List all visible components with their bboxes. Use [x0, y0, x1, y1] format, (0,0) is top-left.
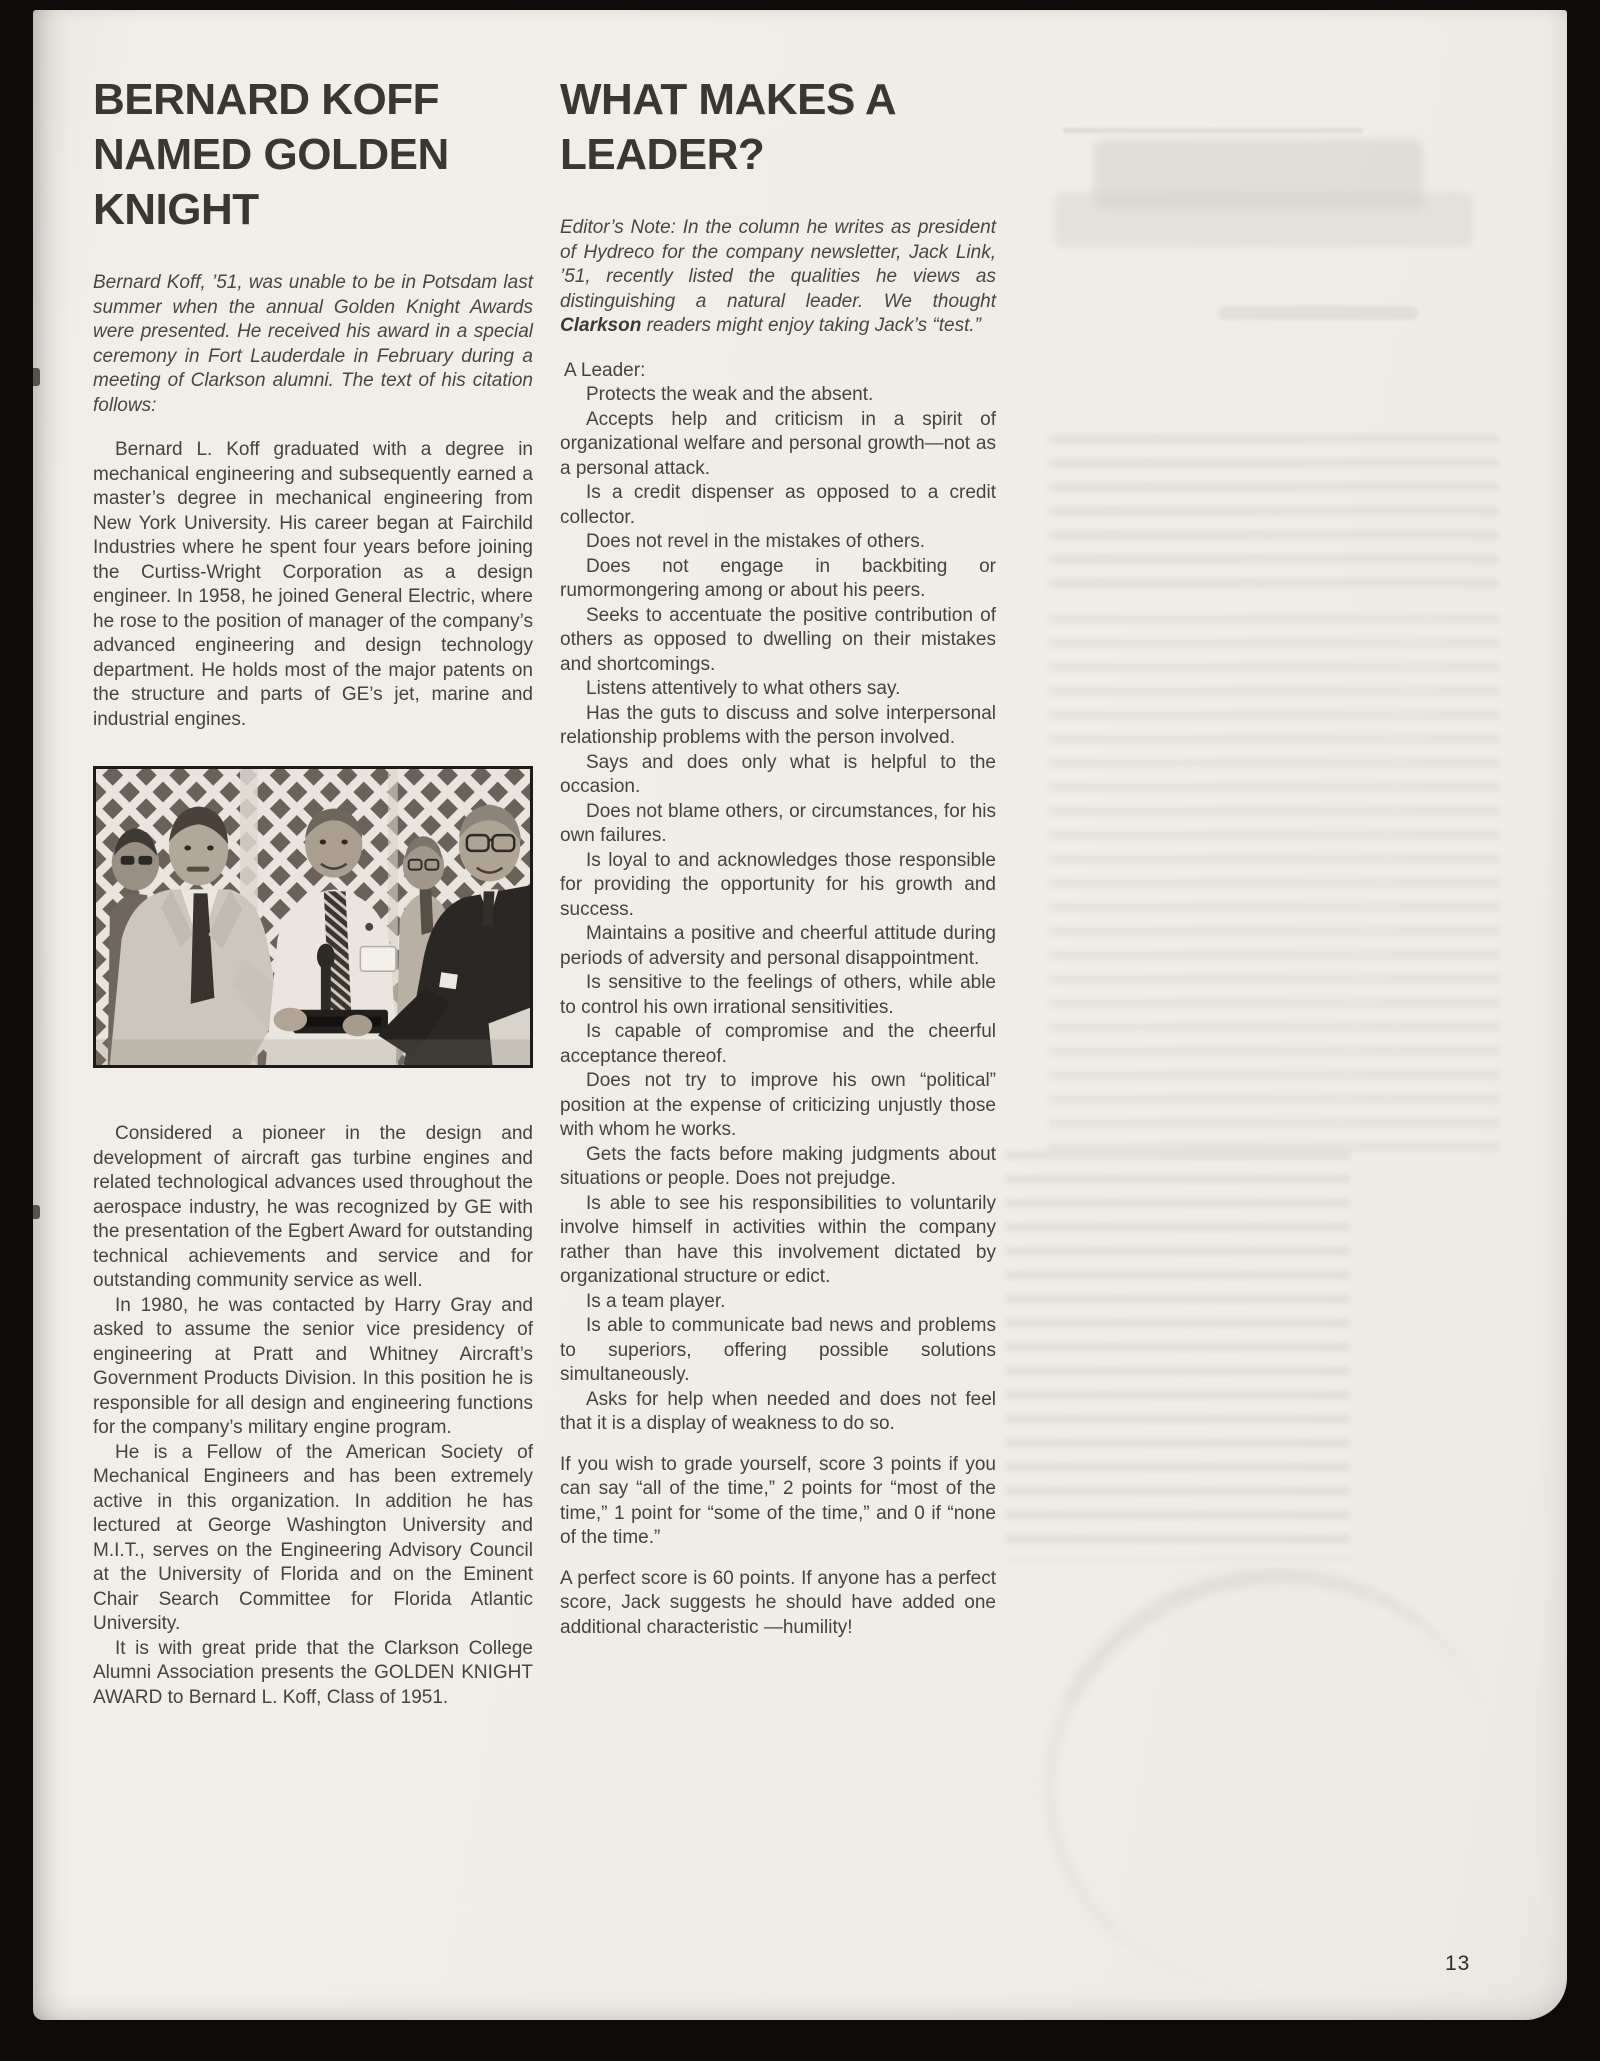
article-bernard-koff: [93, 72, 533, 1710]
body-paragraph: In 1980, he was contacted by Harry Gray and asked to assume the senior vice presidency of engineering at Pratt and Whitney Aircraft’s Government Products Division. In this position he is responsible for all design and engineering functions for the company’s military engine program.: [93, 1294, 533, 1438]
leader-quality: Is a team player.: [586, 1290, 726, 1312]
leader-quality: Does not revel in the mistakes of others.: [586, 531, 925, 552]
leader-quality: Does not engage in backbiting or rumormongering among or about his peers.: [560, 555, 996, 601]
binding-mark: [33, 1205, 40, 1219]
title-line: BERNARD KOFF: [93, 75, 439, 124]
title-line: WHAT MAKES A: [560, 75, 897, 124]
editors-note-clarkson: Clarkson: [560, 315, 642, 336]
leader-quality: Does not blame others, or circumstances, for his own failures.: [560, 800, 996, 846]
closing-paragraph: A perfect score is 60 points. If anyone has a perfect score, Jack suggests he should have added one additional characteristic —humility!: [560, 1567, 996, 1638]
bleed-through-byline: [1218, 306, 1418, 320]
leader-quality: Does not try to improve his own “political” position at the expense of criticizing unjustly those with whom he works.: [560, 1070, 996, 1140]
binding-mark: [33, 368, 40, 386]
award-photo: [93, 766, 533, 1068]
leader-quality: Is a credit dispenser as opposed to a credit collector.: [560, 482, 996, 528]
editors-note-text: readers might enjoy taking Jack’s “test.”: [641, 315, 981, 336]
body-paragraph: It is with great pride that the Clarkson College Alumni Association presents the GOLDEN KNIGHT AWARD to Bernard L. Koff, Class of 1951.: [93, 1637, 533, 1708]
page-number: 13: [1445, 1952, 1471, 1975]
article-title-bernard-koff: [93, 72, 533, 237]
article-body-paragraphs: [93, 1122, 533, 1710]
article-what-makes-a-leader: [560, 72, 996, 1640]
editors-note-text: Editor’s Note: In the column he writes as president of Hydreco for the company newsletter, Jack Link, ’51, recently listed the qualities he views as distinguishing a natural leader. We thought: [560, 217, 996, 312]
leader-quality: Is sensitive to the feelings of others, while able to control his own irrational sensitivities.: [560, 972, 996, 1018]
leader-quality: Has the guts to discuss and solve interpersonal relationship problems with the person involved.: [560, 702, 996, 748]
leader-quality: Is capable of compromise and the cheerful acceptance thereof.: [560, 1021, 996, 1067]
intro-paragraph: Bernard L. Koff graduated with a degree in mechanical engineering and subsequently earned a master’s degree in mechanical engineering from New York University. His career began at Fairchild Industries where he spent four years before joining the Curtiss-Wright Corporation as a design engineer. In 1958, he joined General Electric, where he rose to the position of manager of the company’s advanced engineering and design technology department. He holds most of the major patents on the structure and parts of GE’s jet, marine and industrial engines.: [93, 439, 533, 730]
page: [33, 10, 1567, 2020]
bleed-through-rule: [1063, 128, 1363, 133]
leader-qualities-list: [560, 383, 996, 1437]
leader-quality: Seeks to accentuate the positive contribution of others as opposed to dwelling on their mistakes and shortcomings.: [560, 604, 996, 675]
title-line: KNIGHT: [93, 185, 259, 234]
leader-quality: Says and does only what is helpful to the occasion.: [560, 751, 996, 797]
bleed-through-headline: [1033, 122, 1503, 272]
leader-quality: Asks for help when needed and does not feel that it is a display of weakness to do so.: [560, 1388, 996, 1434]
scoring-paragraph: If you wish to grade yourself, score 3 points if you can say “all of the time,” 2 points for “most of the time,” 1 point for “some of the time,” and 0 if “none of the time.”: [560, 1453, 996, 1548]
leader-quality: Accepts help and criticism in a spirit of organizational welfare and personal growth—not as a personal attack.: [560, 408, 996, 479]
bleed-through-image: [999, 1522, 1536, 2020]
bleed-through-text: [1048, 614, 1500, 1154]
article-title-leader: [560, 72, 996, 182]
leader-quality: Is able to see his responsibilities to voluntarily involve himself in activities within the company rather than have this involvement dictated by organizational structure or edict.: [560, 1192, 996, 1287]
bleed-through-text: [1005, 1150, 1350, 1560]
body-paragraph: He is a Fellow of the American Society of Mechanical Engineers and has been extremely active in this organization. In addition he has lectured at George Washington University and M.I.T., serves on the Engineering Advisory Council at the University of Florida and on the Eminent Chair Search Committee for Florida Atlantic University.: [93, 1441, 533, 1634]
leader-quality: Listens attentively to what others say.: [586, 678, 901, 699]
editors-note: [560, 216, 996, 339]
bleed-through-text: [1048, 434, 1498, 590]
leader-quality: Gets the facts before making judgments about situations or people. Does not prejudge.: [560, 1143, 996, 1189]
body-paragraph: Considered a pioneer in the design and development of aircraft gas turbine engines and related technological advances used throughout the aerospace industry, he was recognized by GE with the presentation of the Egbert Award for outstanding technical achievements and service and for outstanding community service as well.: [93, 1123, 533, 1291]
article-lede: Bernard Koff, ’51, was unable to be in Potsdam last summer when the annual Golden Knight Awards were presented. He received his award in a special ceremony in Fort Lauderdale in February during a meeting of Clarkson alumni. The text of his citation follows:: [93, 272, 533, 416]
leader-quality: Is able to communicate bad news and problems to superiors, offering possible solutions simultaneously.: [560, 1315, 996, 1385]
leader-list-label: A Leader:: [564, 359, 646, 381]
title-line: LEADER?: [560, 130, 765, 179]
title-line: NAMED GOLDEN: [93, 130, 449, 179]
leader-quality: Is loyal to and acknowledges those responsible for providing the opportunity for his growth and success.: [560, 849, 996, 920]
leader-quality: Protects the weak and the absent.: [586, 384, 874, 405]
leader-quality: Maintains a positive and cheerful attitude during periods of adversity and personal disappointment.: [560, 923, 996, 969]
